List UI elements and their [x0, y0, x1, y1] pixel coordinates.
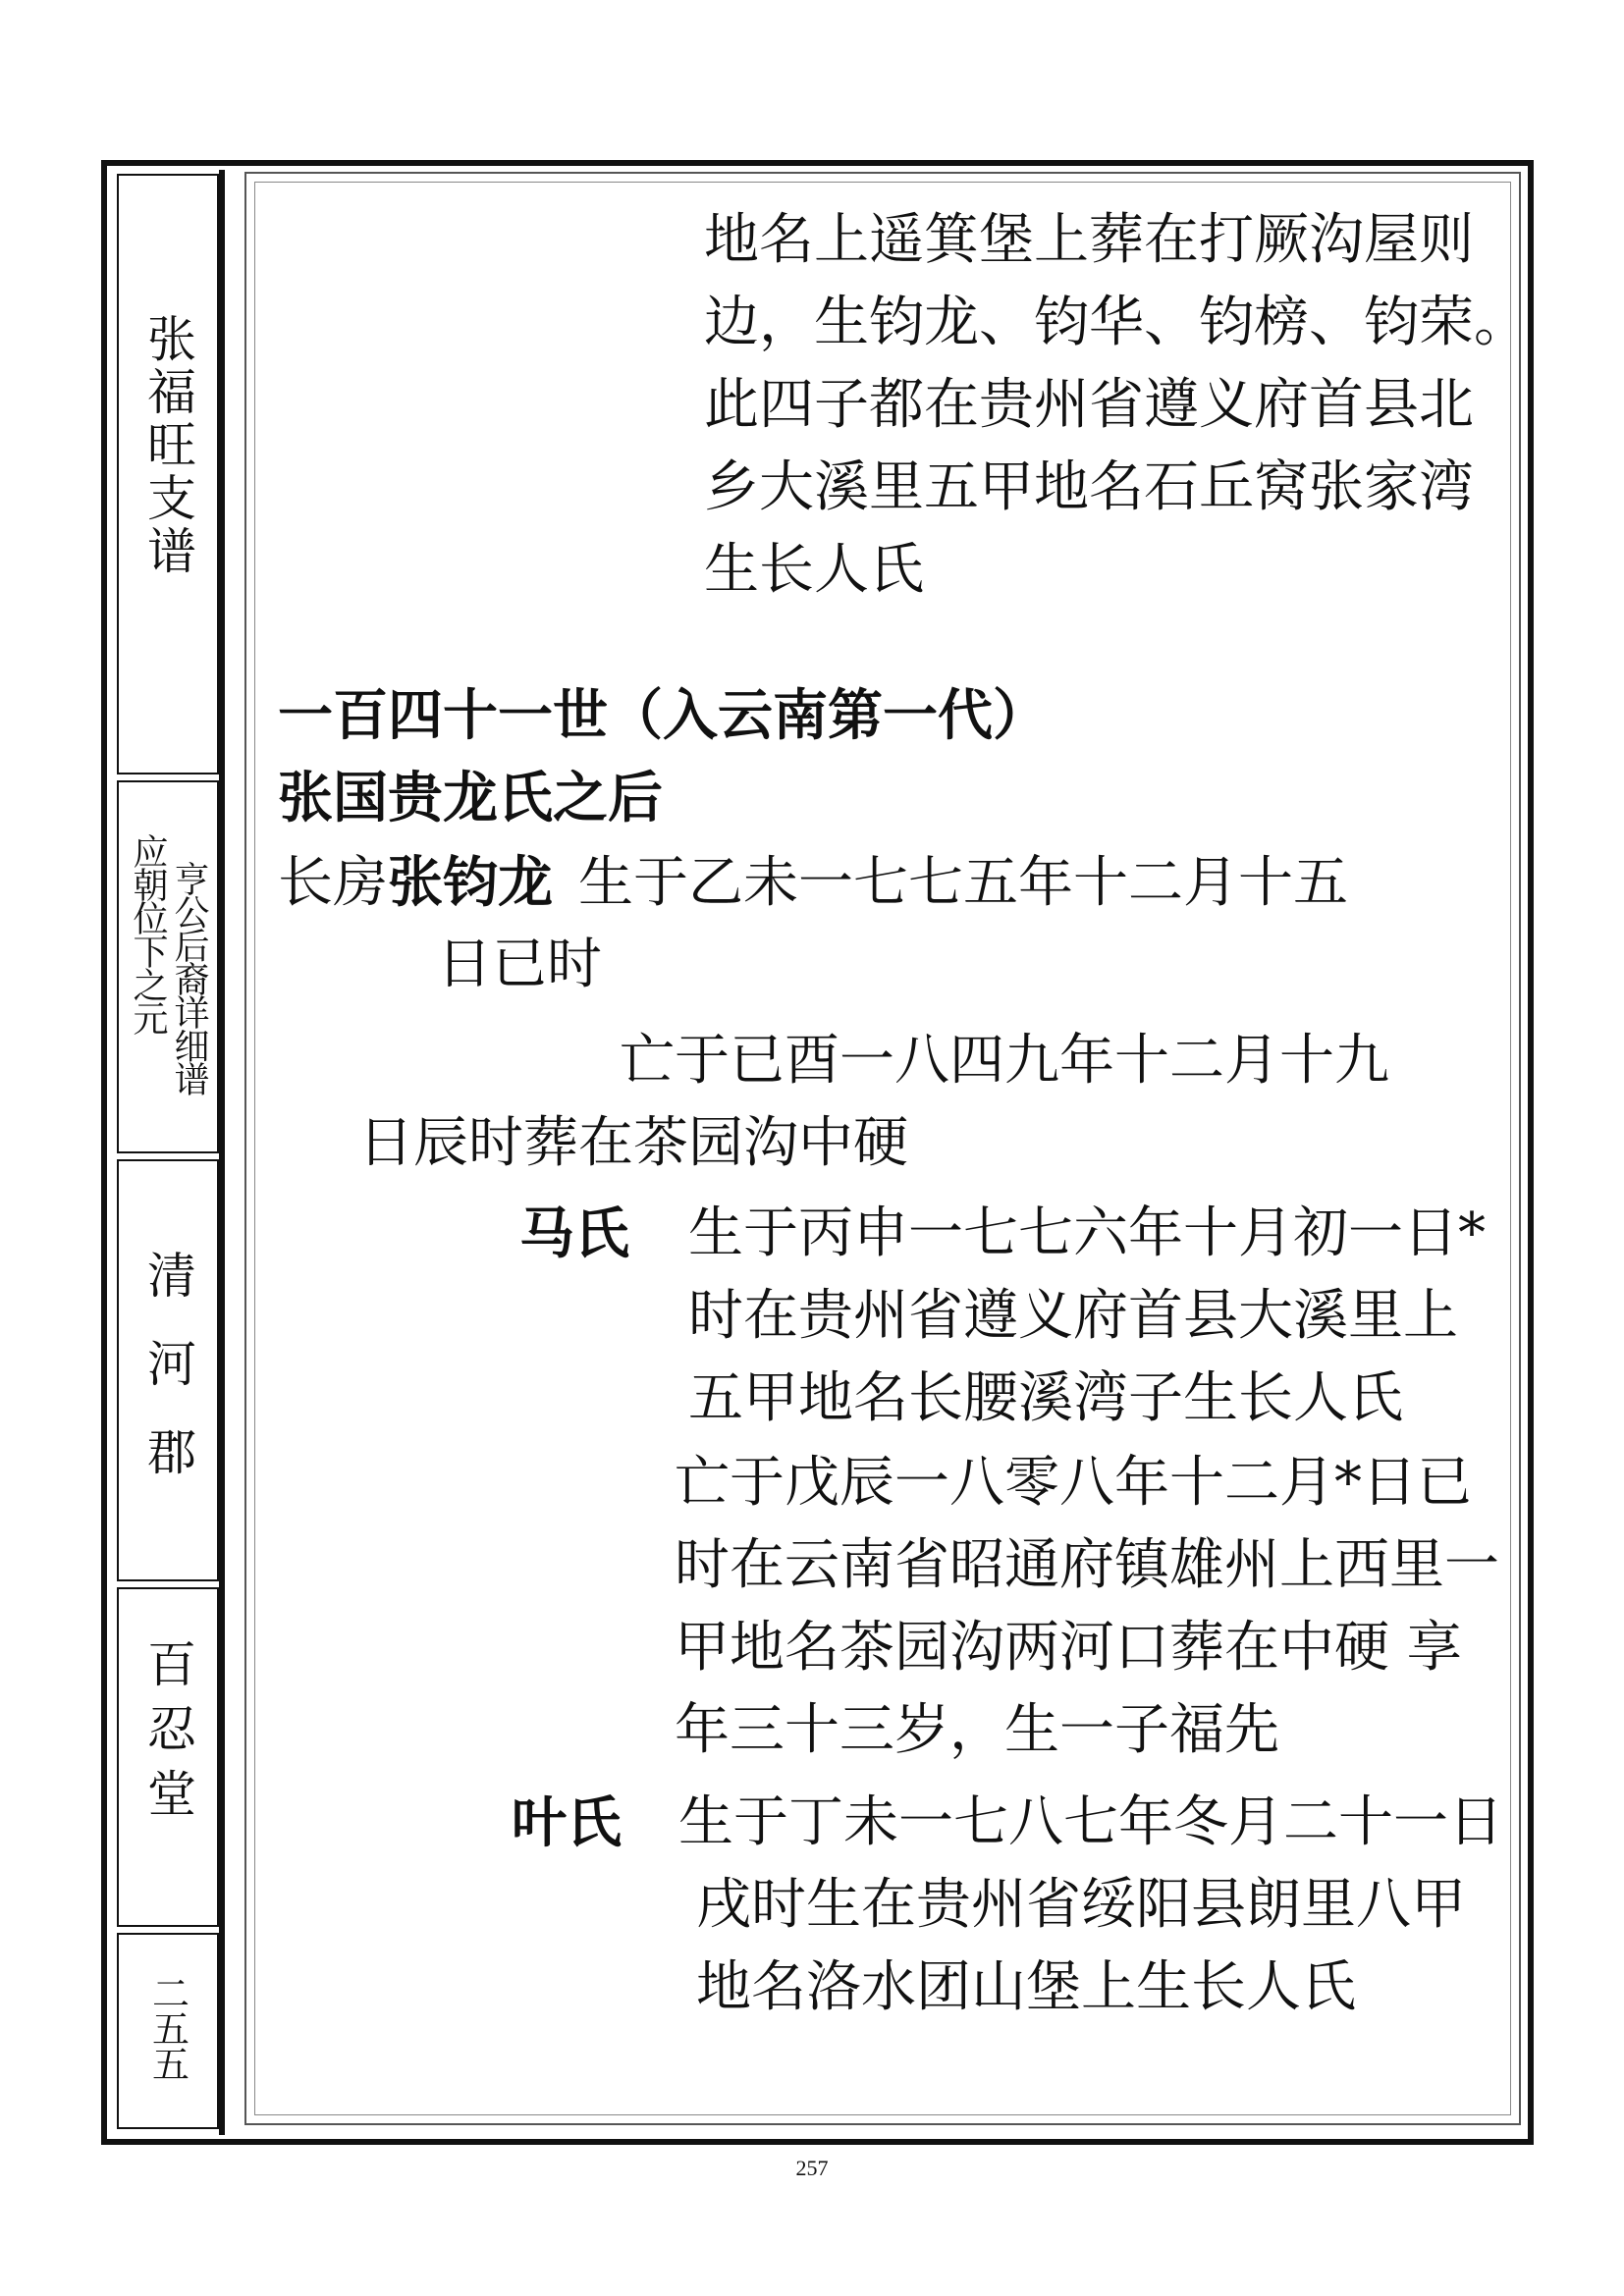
commandery-name: 清河郡	[139, 1250, 196, 1515]
person-name: 张钧龙	[388, 850, 553, 915]
chinese-page-number: 二五五	[145, 1974, 189, 2080]
sidebar-subtitle-box	[117, 780, 219, 1153]
text-line: 亡于戊辰一八零八年十二月*日已	[675, 1451, 1472, 1515]
sidebar	[111, 170, 225, 2135]
page-frame	[101, 160, 1534, 2145]
text-line: 时在贵州省遵义府首县大溪里上	[688, 1284, 1458, 1348]
text-line: 生于丙申一七七六年十月初一日*	[688, 1201, 1486, 1265]
text-line: 日已时	[437, 933, 602, 996]
content-area	[244, 172, 1529, 2125]
text-line: 甲地名茶园沟两河口葬在中硬 享	[675, 1616, 1462, 1680]
text-line: 地名上遥箕堡上葬在打厥沟屋则	[704, 208, 1474, 272]
text-line: 戌时生在贵州省绥阳县朗里八甲	[696, 1873, 1466, 1937]
text-line: 此四子都在贵州省遵义府首县北	[704, 373, 1474, 437]
spouse-name: 马氏	[519, 1201, 629, 1266]
text-line: 五甲地名长腰溪湾子生长人氏	[688, 1366, 1403, 1430]
branch-label: 长房	[278, 851, 388, 915]
text-line: 年三十三岁，生一子福先	[675, 1698, 1279, 1762]
text-line: 地名洛水团山堡上生长人氏	[696, 1955, 1356, 2019]
sidebar-jun-box	[117, 1159, 219, 1581]
text-line: 乡大溪里五甲地名石丘窝张家湾	[704, 455, 1474, 519]
text-line: 亡于已酉一八四九年十二月十九	[620, 1029, 1389, 1093]
lineage-heading: 张国贵龙氏之后	[278, 766, 663, 830]
subtitle-column-1: 亨公后裔详细谱	[169, 861, 209, 1095]
page-number: 257	[795, 2156, 829, 2180]
birth-text: 生于乙未一七七五年十二月十五	[578, 851, 1348, 915]
text-line: 日辰时葬在茶园沟中硬	[358, 1111, 908, 1175]
generation-heading: 一百四十一世（入云南第一代）	[278, 683, 1048, 748]
text-line: 边，生钧龙、钧华、钧榜、钧荣。	[704, 291, 1529, 354]
sidebar-tang-box	[117, 1587, 219, 1927]
subtitle-column-2: 应朝位下之元	[128, 833, 168, 1034]
genealogy-title: 张福旺支谱	[139, 313, 196, 578]
sidebar-page-box	[117, 1933, 219, 2129]
text-line: 生于丁未一七八七年冬月二十一日	[678, 1790, 1503, 1854]
hall-name: 百忍堂	[139, 1638, 196, 1833]
sidebar-title-box	[117, 174, 219, 774]
spouse-name: 叶氏	[512, 1790, 622, 1855]
text-line: 生长人氏	[704, 538, 924, 602]
text-line: 时在云南省昭通府镇雄州上西里一	[675, 1533, 1499, 1597]
entry-line	[278, 851, 1348, 915]
